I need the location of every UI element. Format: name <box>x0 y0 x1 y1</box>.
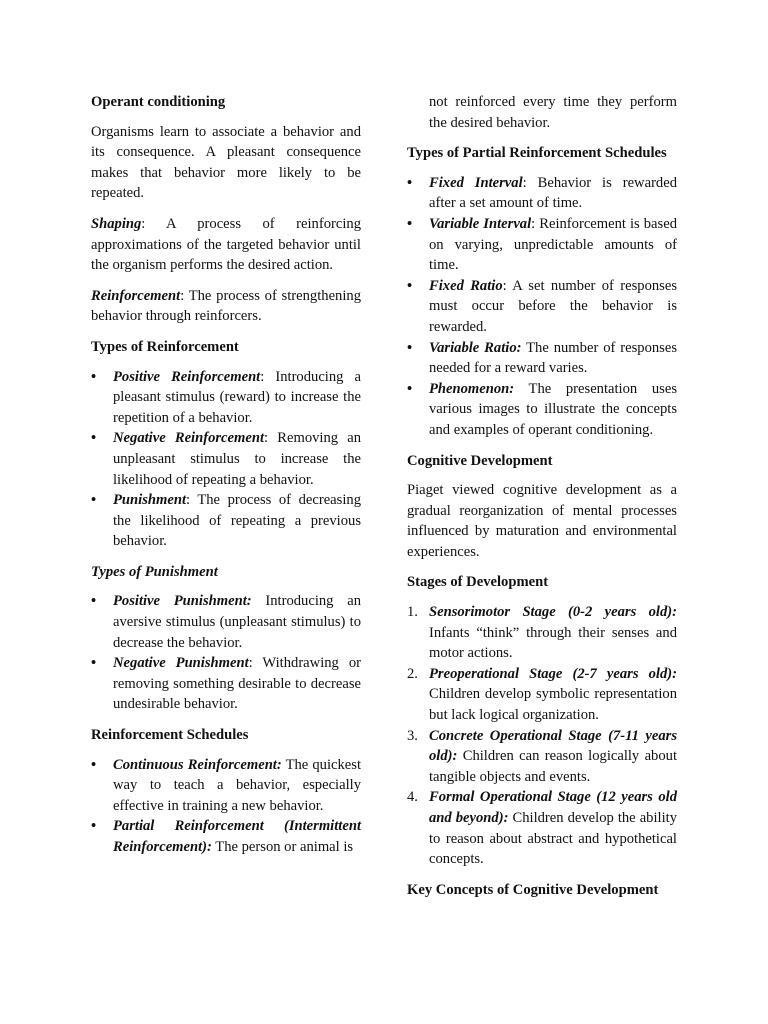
list-item-term: Punishment <box>113 492 186 509</box>
bullet-icon: • <box>91 593 97 610</box>
list-item <box>91 755 361 817</box>
heading-types-of-partial-reinforcement: Types of Partial Reinforcement Schedules <box>407 145 667 162</box>
text-shaping: : A process of reinforcing approximations of the targeted behavior until the organism performs the desired action. <box>91 215 361 274</box>
bullet-icon: • <box>91 430 97 447</box>
bullet-icon: • <box>91 655 97 672</box>
list-item-term: Fixed Interval <box>429 174 523 191</box>
right-column <box>407 92 677 909</box>
list-item-text: The number of responses needed for a reward varies. <box>429 339 678 377</box>
left-column <box>91 92 361 868</box>
list-number: 1. <box>407 604 418 621</box>
list-item <box>91 490 361 552</box>
list-types-of-punishment <box>91 591 361 715</box>
list-item-term: Continuous Reinforcement: <box>113 756 282 773</box>
bullet-icon: • <box>407 339 413 356</box>
paragraph-shaping <box>91 214 361 276</box>
list-item-term: Negative Reinforcement <box>113 430 265 447</box>
heading-reinforcement-schedules: Reinforcement Schedules <box>91 727 249 744</box>
heading-operant-conditioning: Operant conditioning <box>91 94 226 110</box>
term-shaping: Shaping <box>91 215 142 232</box>
list-item <box>407 602 677 664</box>
list-item-term: Sensorimotor Stage (0-2 years old): <box>429 604 677 621</box>
list-item-text: Introducing an aversive stimulus (unpleasant stimulus) to decrease the behavior. <box>113 593 361 651</box>
list-item <box>91 653 361 715</box>
list-item-text: : The process of decreasing the likelihood of repeating a previous behavior. <box>113 492 361 550</box>
list-item-term: Negative Punishment <box>113 655 249 672</box>
list-item-term: Partial Reinforcement (Intermittent Reinforcement): <box>113 818 361 855</box>
paragraph-operant: Organisms learn to associate a behavior and its consequence. A pleasant consequence makes that behavior more likely to be repeated. <box>91 123 361 202</box>
list-item-text: The quickest way to teach a behavior, especially effective in training a new behavior. <box>113 756 362 814</box>
list-item <box>91 591 361 653</box>
list-item <box>407 726 677 788</box>
heading-types-of-reinforcement: Types of Reinforcement <box>91 338 239 355</box>
list-item-term: Concrete Operational Stage (7-11 years old): <box>429 727 677 765</box>
list-item-term: Positive Punishment: <box>113 593 252 610</box>
list-reinforcement-schedules <box>91 755 361 858</box>
heading-stages-of-development: Stages of Development <box>407 574 549 591</box>
list-item-term: Phenomenon: <box>429 380 515 397</box>
list-item <box>407 338 677 379</box>
list-item-text: Infants “think” through their senses and motor actions. <box>429 624 677 662</box>
heading-types-of-punishment: Types of Punishment <box>91 563 218 580</box>
list-number: 4. <box>407 789 418 806</box>
list-number: 3. <box>407 727 418 744</box>
list-item-term: Formal Operational Stage (12 years old and beyond): <box>429 789 677 826</box>
paragraph-continuation: not reinforced every time they perform the desired behavior. <box>429 94 677 131</box>
list-item <box>407 787 677 869</box>
heading-cognitive-development: Cognitive Development <box>407 452 553 469</box>
list-item <box>407 173 677 214</box>
list-partial-reinforcement <box>407 173 677 441</box>
list-item <box>407 276 677 338</box>
bullet-icon: • <box>91 818 97 835</box>
list-item-text: Children can reason logically about tangible objects and events. <box>429 748 677 785</box>
bullet-icon: • <box>407 215 413 232</box>
list-item <box>91 428 361 490</box>
list-item-term: Fixed Ratio <box>429 277 503 294</box>
list-types-of-reinforcement <box>91 367 361 552</box>
list-item-text: The person or animal is <box>211 839 354 855</box>
list-item-text: : Withdrawing or removing something desirable to decrease undesirable behavior. <box>113 655 361 713</box>
list-item <box>91 816 361 857</box>
list-item-term: Preoperational Stage (2-7 years old): <box>429 665 677 682</box>
list-item-text: Children develop the ability to reason about abstract and hypothetical concepts. <box>429 810 677 868</box>
list-item-term: Variable Interval <box>429 215 532 232</box>
list-item <box>407 379 677 441</box>
paragraph-reinforcement <box>91 286 361 327</box>
bullet-icon: • <box>91 368 97 385</box>
list-item <box>91 367 361 429</box>
bullet-icon: • <box>407 380 413 397</box>
bullet-icon: • <box>407 174 413 191</box>
text-reinforcement: : The process of strengthening behavior through reinforcers. <box>91 287 361 325</box>
bullet-icon: • <box>91 756 97 773</box>
list-item-text: : Removing an unpleasant stimulus to increase the likelihood of repeating a behavior. <box>113 430 362 488</box>
list-item-text: Children develop symbolic representation but lack logical organization. <box>429 686 677 724</box>
term-reinforcement: Reinforcement <box>91 287 181 304</box>
bullet-icon: • <box>91 492 97 509</box>
list-item <box>407 664 677 726</box>
list-stages-of-development <box>407 602 677 870</box>
list-item <box>407 214 677 276</box>
list-item-text: : Introducing a pleasant stimulus (reward) to increase the repetition of a behavior. <box>113 368 361 426</box>
heading-key-concepts: Key Concepts of Cognitive Development <box>407 881 659 898</box>
list-item-text: : Behavior is rewarded after a set amount of time. <box>429 174 677 212</box>
list-item-text: : A set number of responses must occur before the behavior is rewarded. <box>429 277 677 335</box>
list-number: 2. <box>407 665 418 682</box>
list-item-text: : Reinforcement is based on varying, unpredictable amounts of time. <box>429 215 677 274</box>
list-item-term: Positive Reinforcement <box>113 368 261 385</box>
list-item-text: The presentation uses various images to illustrate the concepts and examples of operant conditioning. <box>429 380 677 438</box>
list-item-term: Variable Ratio: <box>429 339 522 356</box>
bullet-icon: • <box>407 277 413 294</box>
paragraph-cognitive: Piaget viewed cognitive development as a gradual reorganization of mental processes influenced by maturation and environmental experiences. <box>407 482 677 560</box>
